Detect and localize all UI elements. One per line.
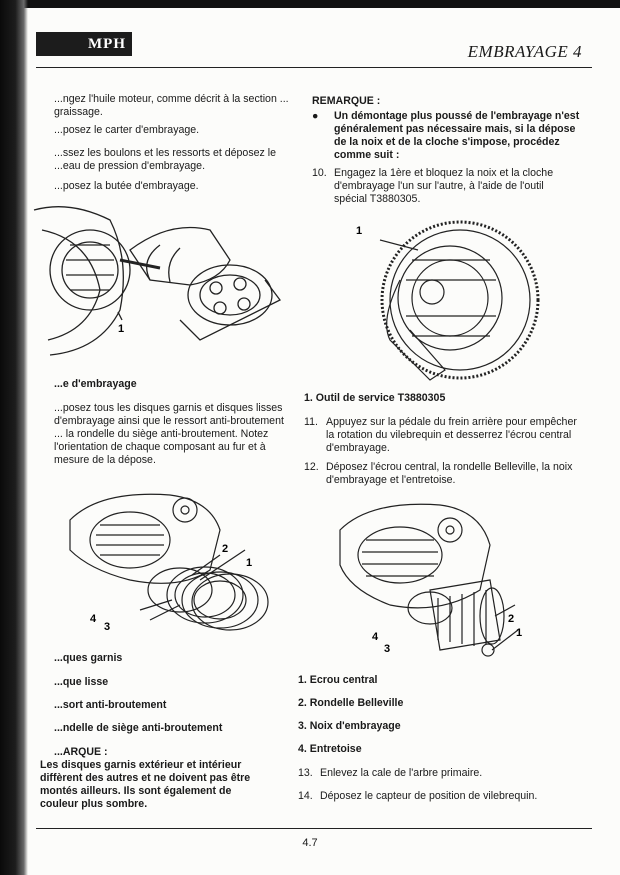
step-12-number: 12. — [304, 461, 319, 473]
left-legend-3: ...sort anti-broutement — [54, 699, 167, 711]
left-step-remove-discs-text: ...posez tous les disques garnis et disques lisses d'embrayage ainsi que le ressort anti-broutement ... la rondelle du siège anti-broutement. Notez l'orientation de chaque composant au fur et à mesure de la dépose. — [54, 402, 284, 466]
left-step-3 — [54, 147, 294, 173]
fig4-callout-2: 2 — [508, 613, 515, 625]
brand-logo-text: MPH — [88, 36, 126, 52]
figure-clutch-cover-removal — [30, 200, 290, 360]
fig3-caption: 1. Outil de service T3880305 — [304, 392, 446, 404]
fig3-callout-1: 1 — [356, 225, 363, 237]
left-note-text: Les disques garnis extérieur et intérieur diffèrent des autres et ne doivent pas être montés ailleurs. Ils sont également de couleur plus sombre. — [40, 759, 251, 810]
fig4-callout-1: 1 — [516, 627, 523, 639]
fig4-callout-4: 4 — [372, 631, 379, 643]
step-11-text: Appuyez sur la pédale du frein arrière pour empêcher la rotation du vilebrequin et desserrez l'écrou central d'embrayage. — [326, 416, 577, 454]
bullet-dot-icon: ● — [312, 110, 319, 122]
step-11 — [304, 416, 582, 456]
step-12 — [304, 461, 582, 489]
figure-clutch-hub-removal — [320, 490, 560, 660]
header-rule — [36, 67, 592, 68]
remark-bullet-text: Un démontage plus poussé de l'embrayage n'est généralement pas nécessaire mais, si la dépose de la noix et de la cloche s'impose, procédez comme suit : — [334, 110, 580, 161]
left-legend-1: ...ques garnis — [54, 652, 123, 664]
step-14-text: Déposez le capteur de position de vilebrequin. — [320, 790, 538, 802]
left-step-1 — [54, 93, 294, 119]
page-number: 4.7 — [302, 837, 318, 849]
footer-rule — [36, 828, 592, 829]
left-step-4-text: ...posez la butée d'embrayage. — [54, 180, 199, 192]
fig4-callout-3: 3 — [384, 643, 391, 655]
fig2-callout-2: 2 — [222, 543, 229, 555]
figure-clutch-holding-tool — [350, 220, 560, 390]
left-legend-4: ...ndelle de siège anti-broutement — [54, 722, 223, 734]
remark-bullet — [312, 110, 580, 162]
left-step-2-text: ...posez le carter d'embrayage. — [54, 124, 200, 136]
right-legend-2: 2. Rondelle Belleville — [298, 697, 404, 709]
step-14-number: 14. — [298, 790, 313, 802]
left-step-2 — [54, 124, 294, 137]
left-note — [40, 759, 272, 811]
step-13-number: 13. — [298, 767, 313, 779]
figure-disc-pack — [60, 480, 290, 640]
right-legend-3: 3. Noix d'embrayage — [298, 720, 401, 732]
step-12-text: Déposez l'écrou central, la rondelle Belleville, la noix d'embrayage et l'entretoise. — [326, 461, 573, 486]
step-11-number: 11. — [304, 416, 318, 428]
step-10 — [312, 167, 582, 207]
scan-top-edge — [0, 0, 620, 8]
right-legend-4: 4. Entretoise — [298, 743, 362, 755]
fig1-caption: ...e d'embrayage — [54, 378, 137, 390]
brand-logo — [36, 32, 132, 56]
step-10-number: 10. — [312, 167, 327, 179]
step-14 — [298, 790, 578, 804]
left-note-title: ...ARQUE : — [54, 746, 108, 758]
step-13 — [298, 767, 578, 781]
step-13-text: Enlevez la cale de l'arbre primaire. — [320, 767, 483, 779]
scan-binding-shadow — [0, 0, 28, 875]
fig2-callout-4: 4 — [90, 613, 97, 625]
right-legend-1: 1. Ecrou central — [298, 674, 378, 686]
left-step-4 — [54, 180, 294, 193]
fig2-callout-1: 1 — [246, 557, 253, 569]
fig2-callout-3: 3 — [104, 621, 111, 633]
remark-title: REMARQUE : — [312, 95, 381, 107]
left-legend-2: ...que lisse — [54, 676, 109, 688]
left-step-remove-discs — [54, 402, 288, 467]
step-10-text: Engagez la 1ère et bloquez la noix et la cloche d'embrayage l'un sur l'autre, à l'aide de l'outil spécial T3880305. — [334, 167, 554, 205]
section-title: EMBRAYAGE 4 — [467, 42, 582, 61]
left-step-1-text: ...ngez l'huile moteur, comme décrit à la section ... graissage. — [54, 93, 289, 118]
fig1-callout-1: 1 — [118, 323, 125, 335]
left-step-3-text: ...ssez les boulons et les ressorts et déposez le ...eau de pression d'embrayage. — [54, 147, 276, 172]
